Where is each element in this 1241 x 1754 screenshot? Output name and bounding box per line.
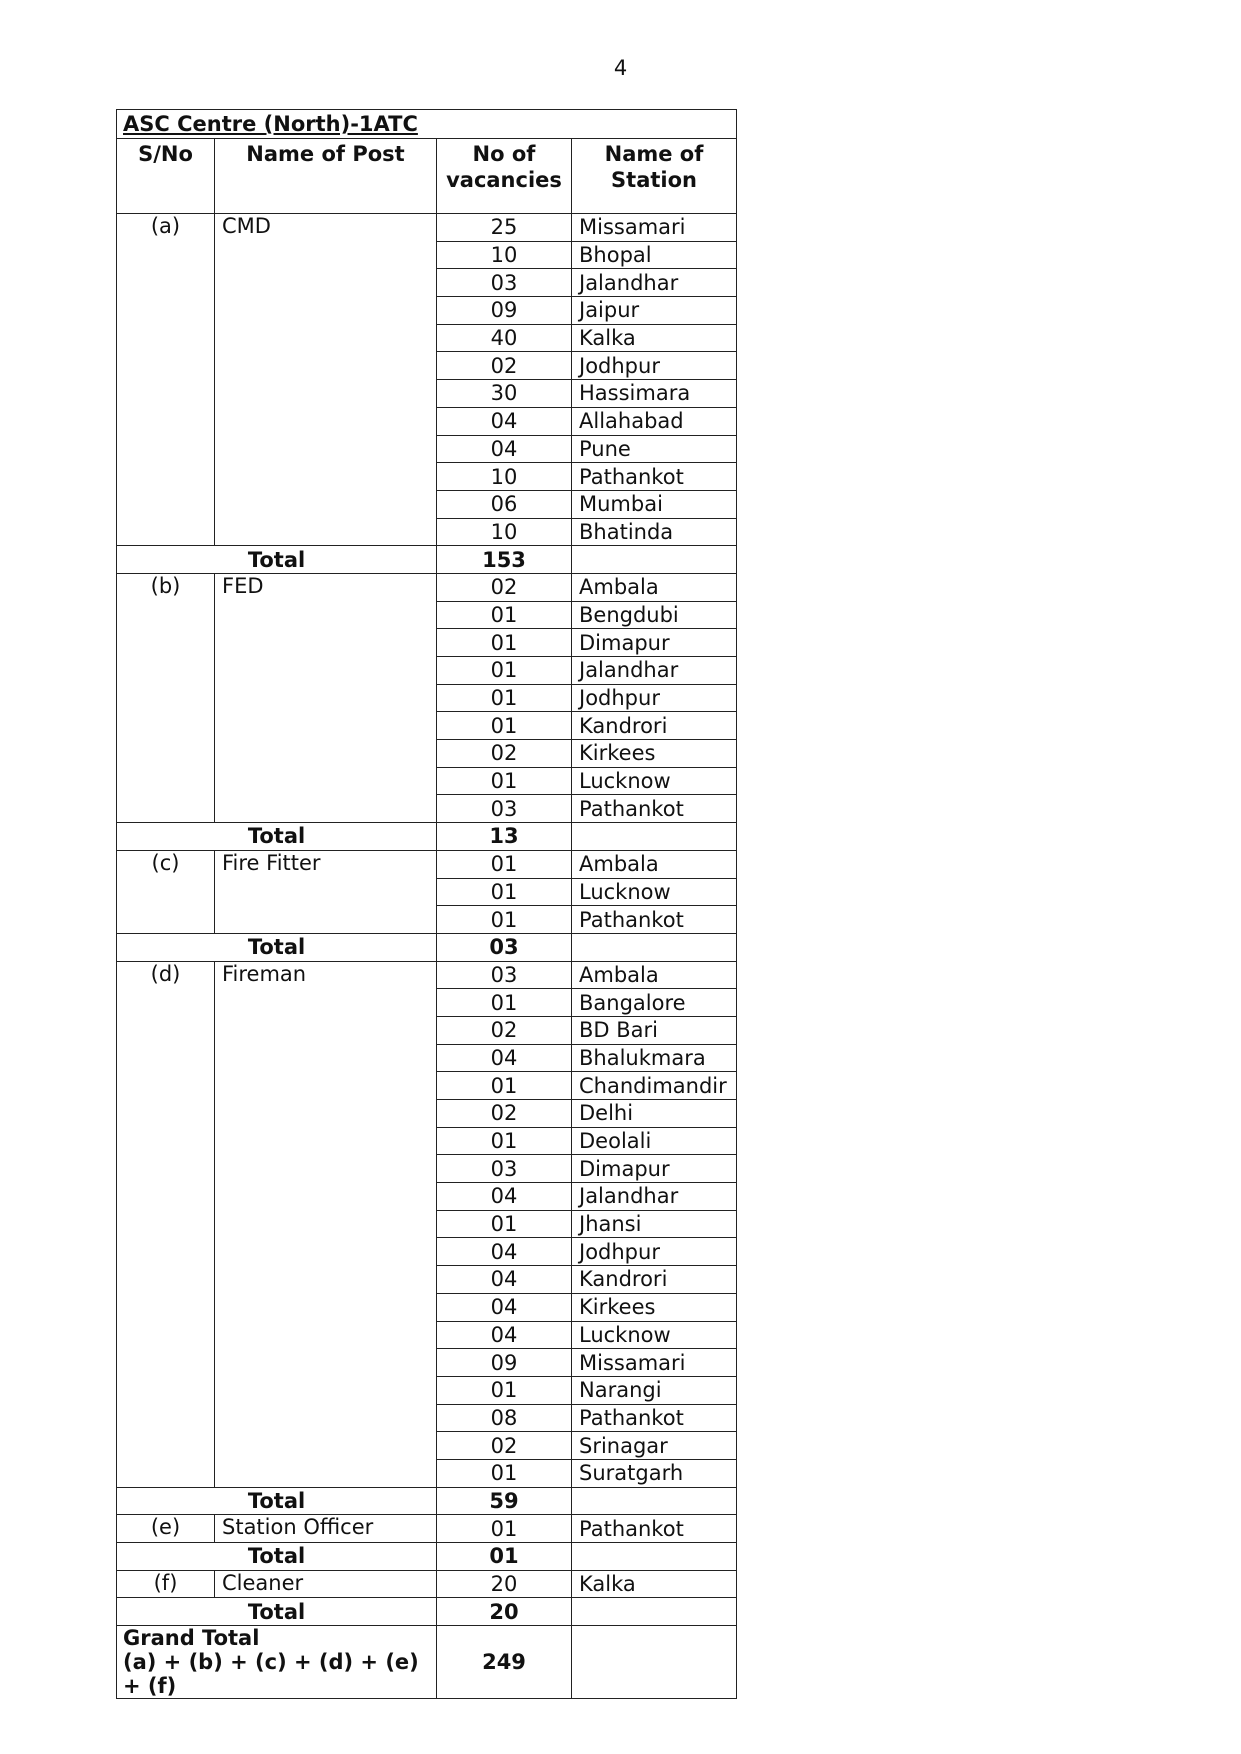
vacancy-count: 02	[437, 352, 572, 380]
station-name: Jalandhar	[572, 1183, 737, 1211]
station-name: Dimapur	[572, 629, 737, 657]
vacancy-count: 03	[437, 961, 572, 989]
table-title: ASC Centre (North)-1ATC	[117, 110, 737, 139]
station-name: Jalandhar	[572, 269, 737, 297]
total-row	[117, 1487, 737, 1515]
group-sno: (b)	[117, 573, 215, 822]
vacancy-count: 01	[437, 767, 572, 795]
total-row	[117, 1598, 737, 1626]
header-vacancies	[437, 139, 572, 214]
total-value: 01	[437, 1543, 572, 1571]
header-sno: S/No	[117, 139, 215, 214]
page-number: 4	[613, 56, 628, 80]
header-station-line2: Station	[611, 168, 697, 192]
vacancy-count: 30	[437, 380, 572, 408]
station-name: Hassimara	[572, 380, 737, 408]
grand-total-label-line2: (a) + (b) + (c) + (d) + (e) + (f)	[123, 1650, 419, 1699]
vacancy-count: 09	[437, 297, 572, 325]
group-post-name: Cleaner	[215, 1570, 437, 1598]
station-name: Allahabad	[572, 407, 737, 435]
group-post-name: Fire Fitter	[215, 850, 437, 933]
total-label: Total	[117, 1543, 437, 1571]
station-name: Kalka	[572, 324, 737, 352]
header-vacancies-line2: vacancies	[446, 168, 562, 192]
vacancy-count: 02	[437, 1432, 572, 1460]
total-row	[117, 933, 737, 961]
vacancy-count: 01	[437, 601, 572, 629]
station-name: Lucknow	[572, 767, 737, 795]
total-label: Total	[117, 823, 437, 851]
vacancy-count: 10	[437, 518, 572, 546]
grand-total-label-line1: Grand Total	[123, 1626, 260, 1651]
station-name: Chandimandir	[572, 1072, 737, 1100]
vacancy-count: 25	[437, 214, 572, 242]
header-vacancies-line1: No of	[472, 142, 536, 166]
header-post: Name of Post	[215, 139, 437, 214]
station-name: Deolali	[572, 1127, 737, 1155]
total-value: 03	[437, 933, 572, 961]
station-name: Kandrori	[572, 1266, 737, 1294]
vacancy-count: 09	[437, 1349, 572, 1377]
station-name: Jaipur	[572, 297, 737, 325]
vacancy-count: 02	[437, 573, 572, 601]
vacancy-count: 01	[437, 629, 572, 657]
vacancy-count: 01	[437, 1459, 572, 1487]
vacancy-count: 01	[437, 1072, 572, 1100]
header-row	[117, 139, 737, 214]
station-name: Dimapur	[572, 1155, 737, 1183]
station-name: Kandrori	[572, 712, 737, 740]
station-name: Pune	[572, 435, 737, 463]
vacancy-count: 40	[437, 324, 572, 352]
station-name: Bengdubi	[572, 601, 737, 629]
station-name: Lucknow	[572, 1321, 737, 1349]
group-sno: (e)	[117, 1515, 215, 1543]
vacancy-count: 04	[437, 435, 572, 463]
station-name: Jodhpur	[572, 684, 737, 712]
vacancy-count: 01	[437, 657, 572, 685]
station-name: Lucknow	[572, 878, 737, 906]
total-label: Total	[117, 1487, 437, 1515]
grand-total-label	[117, 1626, 437, 1699]
grand-total-empty-cell	[572, 1626, 737, 1699]
header-station	[572, 139, 737, 214]
vacancy-count: 03	[437, 269, 572, 297]
vacancy-count: 01	[437, 1127, 572, 1155]
vacancy-count: 04	[437, 407, 572, 435]
station-name: Jodhpur	[572, 1238, 737, 1266]
station-name: Narangi	[572, 1376, 737, 1404]
station-name: Ambala	[572, 850, 737, 878]
group-post-name: FED	[215, 573, 437, 822]
total-row	[117, 823, 737, 851]
station-name: BD Bari	[572, 1016, 737, 1044]
vacancy-count: 03	[437, 795, 572, 823]
table-row	[117, 1570, 737, 1598]
group-sno: (f)	[117, 1570, 215, 1598]
total-label: Total	[117, 933, 437, 961]
station-name: Pathankot	[572, 1515, 737, 1543]
total-empty-cell	[572, 1543, 737, 1571]
vacancy-count: 01	[437, 684, 572, 712]
vacancy-count: 03	[437, 1155, 572, 1183]
total-row	[117, 546, 737, 574]
station-name: Mumbai	[572, 490, 737, 518]
total-label: Total	[117, 546, 437, 574]
station-name: Jhansi	[572, 1210, 737, 1238]
vacancy-count: 20	[437, 1570, 572, 1598]
total-empty-cell	[572, 1598, 737, 1626]
table-row	[117, 214, 737, 242]
vacancy-count: 02	[437, 1016, 572, 1044]
station-name: Kalka	[572, 1570, 737, 1598]
vacancy-table	[116, 109, 737, 1699]
station-name: Bhopal	[572, 241, 737, 269]
station-name: Delhi	[572, 1100, 737, 1128]
station-name: Suratgarh	[572, 1459, 737, 1487]
vacancy-count: 01	[437, 1515, 572, 1543]
vacancy-count: 04	[437, 1293, 572, 1321]
group-sno: (c)	[117, 850, 215, 933]
group-post-name: CMD	[215, 214, 437, 546]
station-name: Srinagar	[572, 1432, 737, 1460]
station-name: Pathankot	[572, 463, 737, 491]
station-name: Missamari	[572, 214, 737, 242]
vacancy-count: 04	[437, 1321, 572, 1349]
station-name: Kirkees	[572, 740, 737, 768]
station-name: Kirkees	[572, 1293, 737, 1321]
group-post-name: Fireman	[215, 961, 437, 1487]
vacancy-count: 04	[437, 1044, 572, 1072]
station-name: Pathankot	[572, 1404, 737, 1432]
group-sno: (a)	[117, 214, 215, 546]
vacancy-count: 01	[437, 989, 572, 1017]
vacancy-count: 08	[437, 1404, 572, 1432]
table-row	[117, 573, 737, 601]
vacancy-count: 04	[437, 1183, 572, 1211]
total-empty-cell	[572, 1487, 737, 1515]
station-name: Bangalore	[572, 989, 737, 1017]
station-name: Jalandhar	[572, 657, 737, 685]
vacancy-count: 06	[437, 490, 572, 518]
station-name: Pathankot	[572, 795, 737, 823]
station-name: Ambala	[572, 573, 737, 601]
header-station-line1: Name of	[604, 142, 704, 166]
station-name: Jodhpur	[572, 352, 737, 380]
station-name: Ambala	[572, 961, 737, 989]
station-name: Pathankot	[572, 906, 737, 934]
group-sno: (d)	[117, 961, 215, 1487]
total-label: Total	[117, 1598, 437, 1626]
vacancy-count: 01	[437, 1210, 572, 1238]
station-name: Bhalukmara	[572, 1044, 737, 1072]
group-post-name: Station Officer	[215, 1515, 437, 1543]
vacancy-count: 01	[437, 850, 572, 878]
vacancy-count: 01	[437, 1376, 572, 1404]
station-name: Bhatinda	[572, 518, 737, 546]
vacancy-count: 04	[437, 1266, 572, 1294]
vacancy-count: 01	[437, 906, 572, 934]
grand-total-value: 249	[437, 1626, 572, 1699]
table-row	[117, 1515, 737, 1543]
table-row	[117, 961, 737, 989]
vacancy-count: 02	[437, 1100, 572, 1128]
total-empty-cell	[572, 933, 737, 961]
vacancy-count: 01	[437, 712, 572, 740]
total-value: 59	[437, 1487, 572, 1515]
grand-total-row	[117, 1626, 737, 1699]
vacancy-count: 04	[437, 1238, 572, 1266]
vacancy-count: 10	[437, 241, 572, 269]
total-value: 13	[437, 823, 572, 851]
table-row	[117, 850, 737, 878]
total-row	[117, 1543, 737, 1571]
station-name: Missamari	[572, 1349, 737, 1377]
vacancy-count: 10	[437, 463, 572, 491]
vacancy-count: 01	[437, 878, 572, 906]
total-empty-cell	[572, 546, 737, 574]
total-value: 20	[437, 1598, 572, 1626]
vacancy-count: 02	[437, 740, 572, 768]
total-value: 153	[437, 546, 572, 574]
total-empty-cell	[572, 823, 737, 851]
